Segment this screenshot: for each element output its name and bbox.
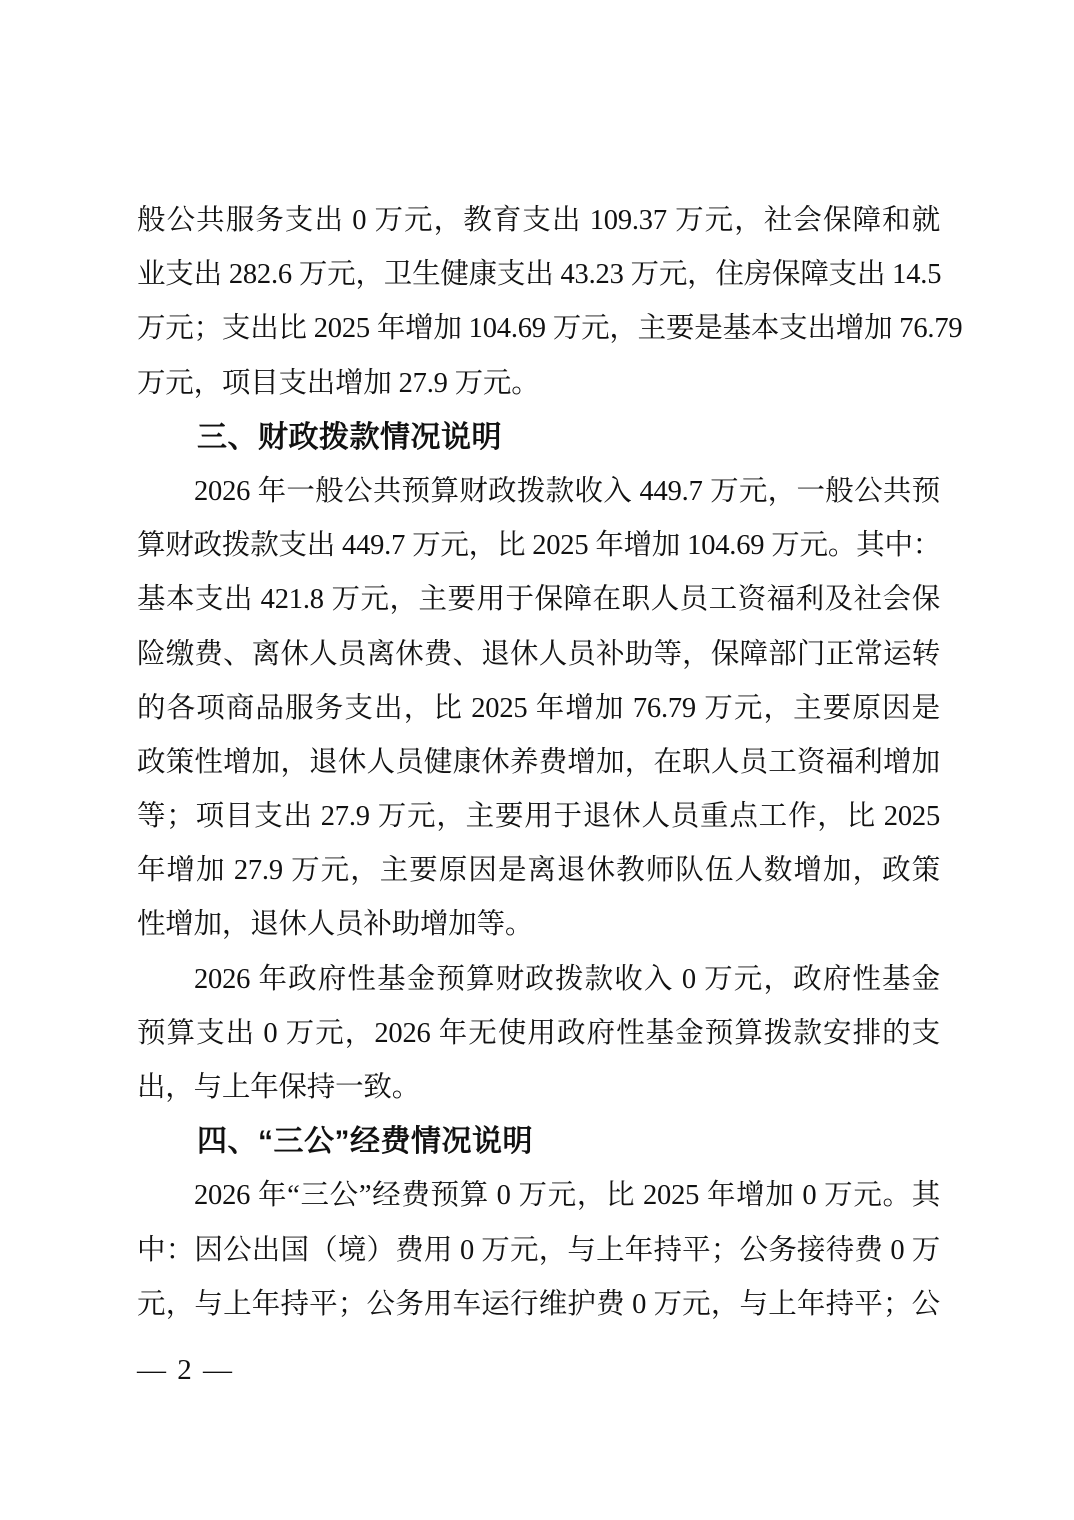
body-text-line: 性增加，退休人员补助增加等。 bbox=[137, 909, 534, 941]
page-number: — 2 — bbox=[137, 1354, 234, 1386]
section-heading-fiscal-appropriation: 三、财政拨款情况说明 bbox=[197, 420, 502, 454]
body-text-line: 险缴费、离休人员离休费、退休人员补助等，保障部门正常运转 bbox=[137, 638, 940, 670]
paragraph bbox=[137, 953, 940, 1116]
body-text-line: 中：因公出国（境）费用 0 万元，与上年持平；公务接待费 0 万 bbox=[137, 1234, 940, 1266]
body-text-line: 2026 年政府性基金预算财政拨款收入 0 万元，政府性基金 bbox=[194, 963, 940, 995]
body-text-line: 万元；支出比 2025 年增加 104.69 万元，主要是基本支出增加 76.79 bbox=[137, 313, 963, 345]
body-text-line: 出，与上年保持一致。 bbox=[137, 1072, 421, 1103]
paragraph bbox=[137, 465, 940, 953]
section-heading-three-public-expenses: 四、“三公”经费情况说明 bbox=[197, 1125, 533, 1159]
document-body bbox=[137, 194, 963, 1332]
body-text-line: 2026 年一般公共预算财政拨款收入 449.7 万元，一般公共预 bbox=[194, 475, 940, 507]
body-text-line: 元，与上年持平；公务用车运行维护费 0 万元，与上年持平；公 bbox=[137, 1288, 940, 1320]
paragraph bbox=[137, 194, 963, 411]
body-text-line: 般公共服务支出 0 万元，教育支出 109.37 万元，社会保障和就 bbox=[137, 205, 940, 236]
body-text-line: 等；项目支出 27.9 万元，主要用于退休人员重点工作，比 2025 bbox=[137, 801, 940, 833]
body-text-line: 万元，项目支出增加 27.9 万元。 bbox=[137, 367, 540, 399]
body-text-line: 基本支出 421.8 万元，主要用于保障在职人员工资福利及社会保 bbox=[137, 584, 940, 616]
body-text-line: 算财政拨款支出 449.7 万元，比 2025 年增加 104.69 万元。其中： bbox=[137, 530, 942, 562]
paragraph bbox=[137, 1169, 940, 1332]
body-text-line: 预算支出 0 万元，2026 年无使用政府性基金预算拨款安排的支 bbox=[137, 1017, 940, 1049]
body-text-line: 政策性增加，退休人员健康休养费增加，在职人员工资福利增加 bbox=[137, 746, 940, 778]
body-text-line: 的各项商品服务支出，比 2025 年增加 76.79 万元，主要原因是 bbox=[137, 692, 940, 724]
body-text-line: 年增加 27.9 万元，主要原因是离退休教师队伍人数增加，政策 bbox=[137, 855, 940, 887]
body-text-line: 业支出 282.6 万元，卫生健康支出 43.23 万元，住房保障支出 14.5 bbox=[137, 259, 942, 291]
body-text-line: 2026 年“三公”经费预算 0 万元，比 2025 年增加 0 万元。其 bbox=[194, 1180, 940, 1212]
